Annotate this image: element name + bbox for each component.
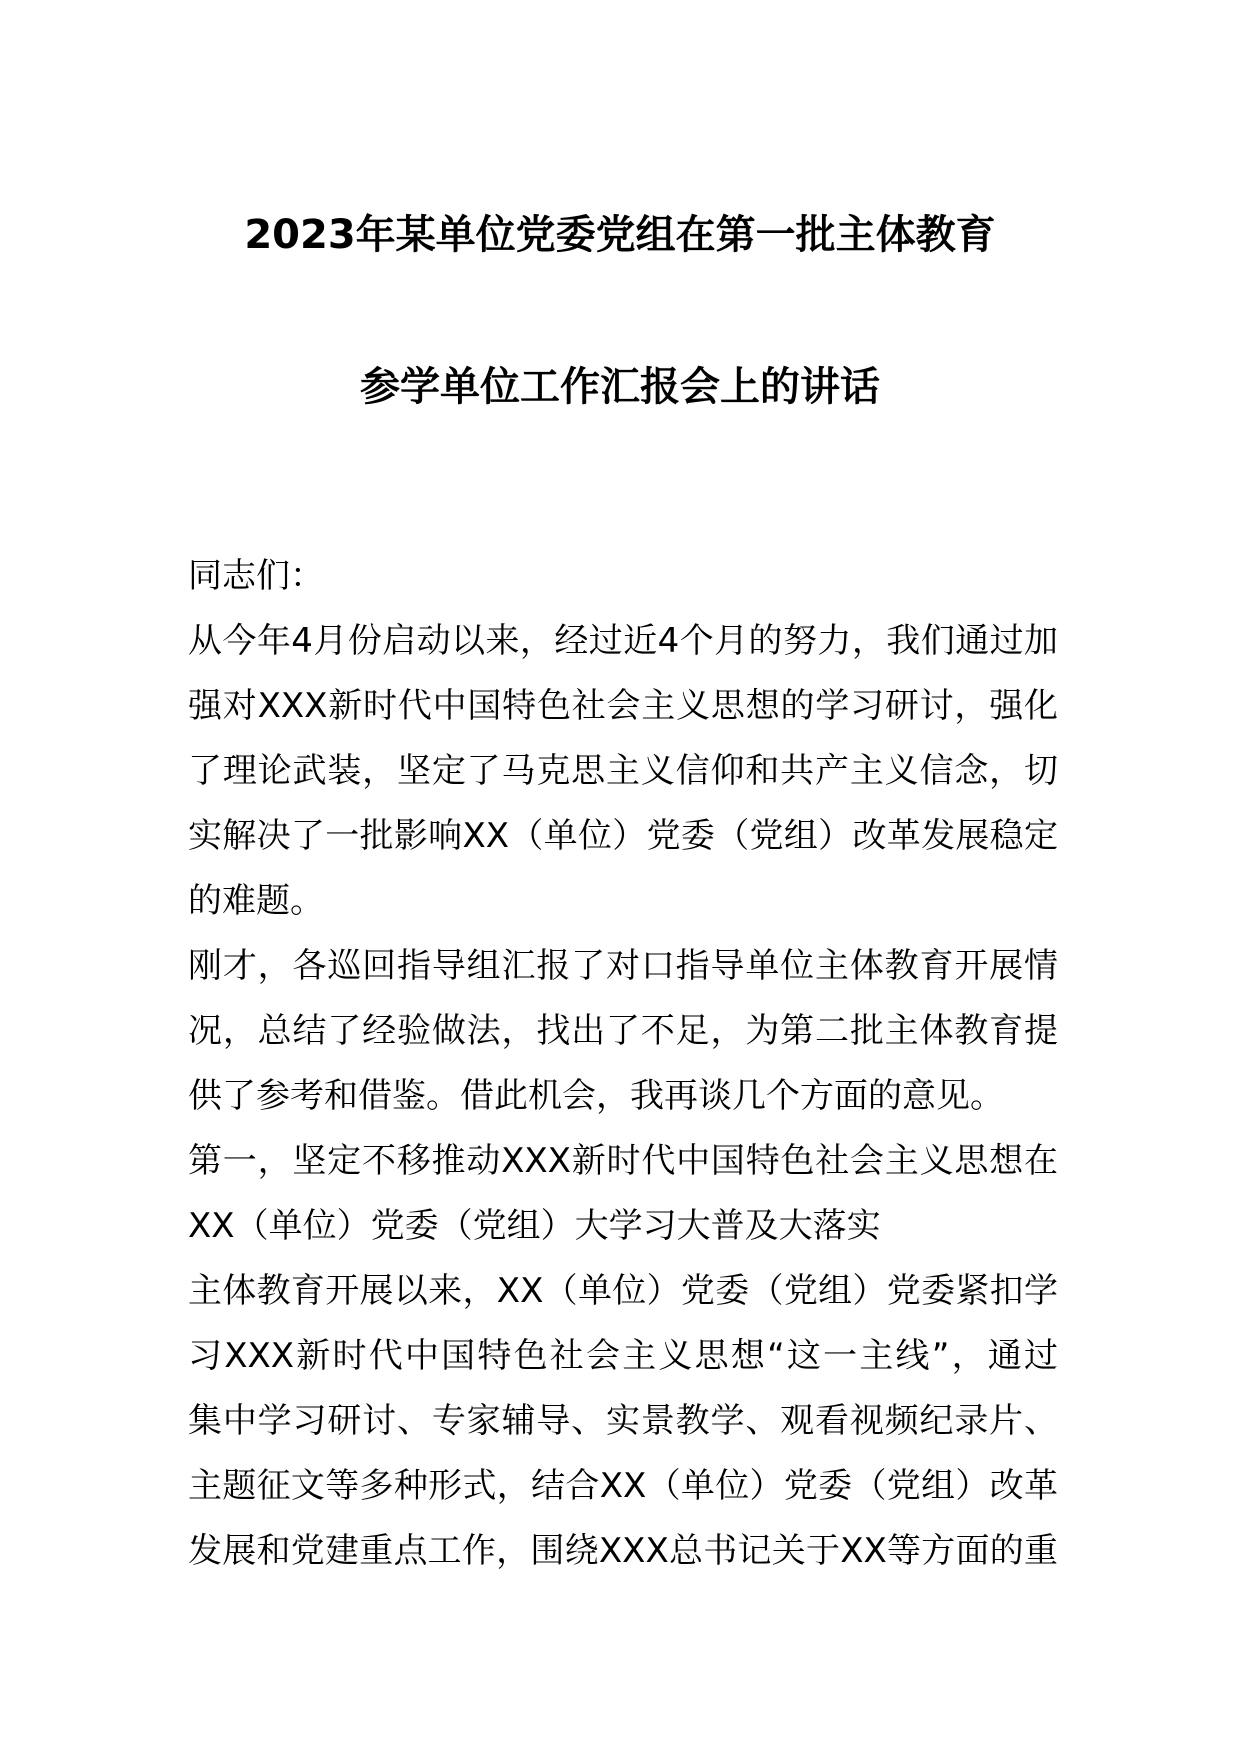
document-title-line-2: 参学单位工作汇报会上的讲话 xyxy=(360,364,880,410)
body-line: 发展和党建重点工作，围绕XXX总书记关于XX等方面的重 xyxy=(188,1531,1058,1571)
body-line: 强对XXX新时代中国特色社会主义思想的学习研讨，强化 xyxy=(188,686,1058,726)
body-line: 况，总结了经验做法，找出了不足，为第二批主体教育提 xyxy=(188,1011,1058,1051)
body-line: 供了参考和借鉴。借此机会，我再谈几个方面的意见。 xyxy=(188,1076,1004,1116)
body-line: 同志们： xyxy=(188,556,324,596)
document-title-line-1: 2023年某单位党委党组在第一批主体教育 xyxy=(244,212,996,258)
body-line: 主题征文等多种形式，结合XX（单位）党委（党组）改革 xyxy=(188,1466,1058,1506)
body-line: 集中学习研讨、专家辅导、实景教学、观看视频纪录片、 xyxy=(188,1401,1058,1441)
body-line: 主体教育开展以来，XX（单位）党委（党组）党委紧扣学 xyxy=(188,1271,1058,1311)
document-body xyxy=(188,544,1058,1584)
body-line: 习XXX新时代中国特色社会主义思想“这一主线”，通过 xyxy=(188,1336,1058,1376)
body-line: 从今年4月份启动以来，经过近4个月的努力，我们通过加 xyxy=(188,621,1058,661)
body-line: XX（单位）党委（党组）大学习大普及大落实 xyxy=(188,1206,881,1246)
body-line: 了理论武装，坚定了马克思主义信仰和共产主义信念，切 xyxy=(188,751,1058,791)
body-line: 刚才，各巡回指导组汇报了对口指导单位主体教育开展情 xyxy=(188,946,1058,986)
body-line: 第一，坚定不移推动XXX新时代中国特色社会主义思想在 xyxy=(188,1141,1058,1181)
body-line: 的难题。 xyxy=(188,881,324,921)
body-line: 实解决了一批影响XX（单位）党委（党组）改革发展稳定 xyxy=(188,816,1058,856)
